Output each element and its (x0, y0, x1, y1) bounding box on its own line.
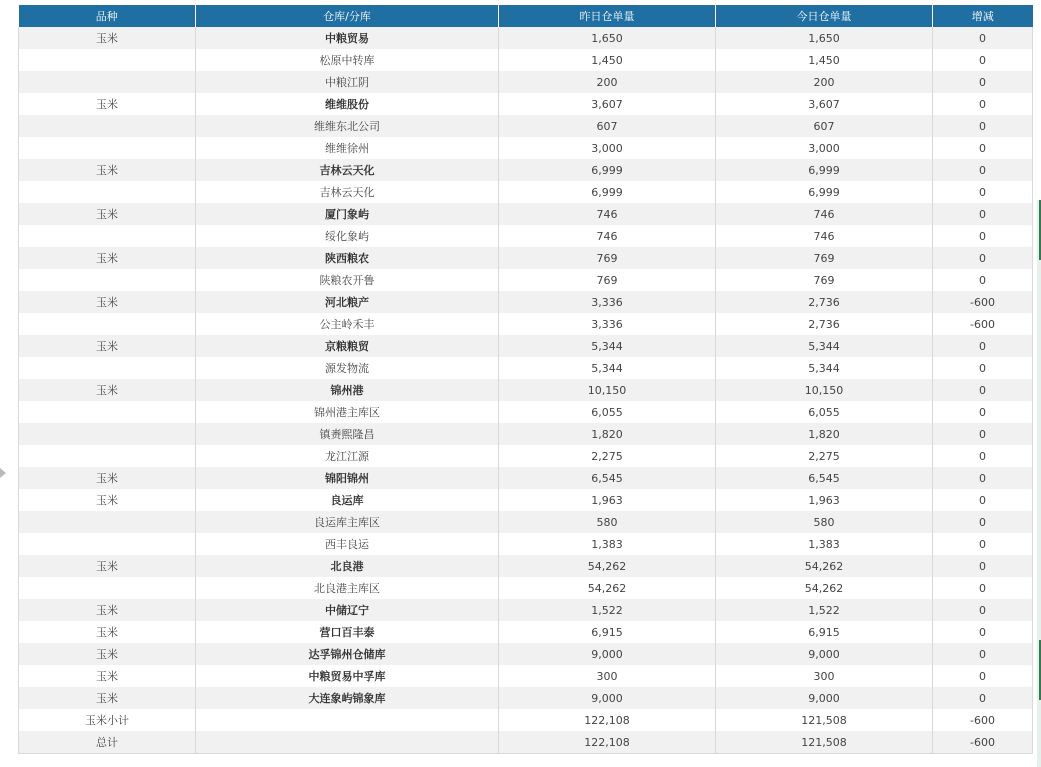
cell-change: 0 (933, 577, 1033, 599)
cell-warehouse: 吉林云天化 (196, 181, 499, 203)
table-row (19, 489, 1033, 511)
cell-warehouse: 维维徐州 (196, 137, 499, 159)
cell-yesterday: 9,000 (499, 643, 716, 665)
cell-variety: 玉米 (19, 555, 196, 577)
cell-warehouse: 中粮贸易中孚库 (196, 665, 499, 687)
cell-warehouse: 厦门象屿 (196, 203, 499, 225)
cell-today: 9,000 (716, 643, 933, 665)
cell-yesterday: 1,383 (499, 533, 716, 555)
cell-yesterday: 746 (499, 225, 716, 247)
table-row (19, 159, 1033, 181)
cell-variety (19, 357, 196, 379)
cell-change: -600 (933, 731, 1033, 754)
expand-arrow-icon[interactable] (0, 468, 6, 478)
cell-today: 6,915 (716, 621, 933, 643)
cell-warehouse: 达孚锦州仓储库 (196, 643, 499, 665)
cell-warehouse: 龙江江源 (196, 445, 499, 467)
cell-variety (19, 533, 196, 555)
cell-warehouse: 营口百丰泰 (196, 621, 499, 643)
cell-yesterday: 769 (499, 269, 716, 291)
cell-variety (19, 269, 196, 291)
cell-variety: 玉米 (19, 643, 196, 665)
cell-change: 0 (933, 27, 1033, 49)
cell-variety: 玉米 (19, 159, 196, 181)
table-row (19, 291, 1033, 313)
cell-variety: 总计 (19, 731, 196, 754)
cell-yesterday: 200 (499, 71, 716, 93)
cell-warehouse: 中粮江阴 (196, 71, 499, 93)
cell-today: 6,545 (716, 467, 933, 489)
header-today: 今日仓单量 (716, 5, 933, 27)
cell-yesterday: 300 (499, 665, 716, 687)
cell-warehouse: 锦州港主库区 (196, 401, 499, 423)
header-change: 增减 (933, 5, 1033, 27)
cell-variety (19, 445, 196, 467)
table-row (19, 555, 1033, 577)
cell-warehouse: 源发物流 (196, 357, 499, 379)
cell-variety (19, 577, 196, 599)
cell-today: 54,262 (716, 577, 933, 599)
cell-yesterday: 2,275 (499, 445, 716, 467)
cell-warehouse: 良运库 (196, 489, 499, 511)
cell-variety: 玉米 (19, 489, 196, 511)
cell-yesterday: 54,262 (499, 555, 716, 577)
cell-today: 5,344 (716, 357, 933, 379)
cell-today: 3,607 (716, 93, 933, 115)
table-row (19, 445, 1033, 467)
cell-change: 0 (933, 533, 1033, 555)
cell-yesterday: 746 (499, 203, 716, 225)
cell-variety: 玉米 (19, 247, 196, 269)
cell-warehouse: 北良港主库区 (196, 577, 499, 599)
cell-yesterday: 607 (499, 115, 716, 137)
cell-variety (19, 511, 196, 533)
cell-yesterday: 769 (499, 247, 716, 269)
cell-warehouse: 维维股份 (196, 93, 499, 115)
cell-today: 746 (716, 225, 933, 247)
cell-yesterday: 6,999 (499, 181, 716, 203)
cell-warehouse: 中储辽宁 (196, 599, 499, 621)
cell-change: 0 (933, 159, 1033, 181)
table-row (19, 357, 1033, 379)
cell-today: 6,999 (716, 181, 933, 203)
cell-today: 121,508 (716, 709, 933, 731)
cell-warehouse: 绥化象屿 (196, 225, 499, 247)
cell-change: 0 (933, 665, 1033, 687)
cell-variety: 玉米 (19, 665, 196, 687)
header-variety: 品种 (19, 5, 196, 27)
cell-warehouse: 镇赉熙隆昌 (196, 423, 499, 445)
cell-warehouse: 吉林云天化 (196, 159, 499, 181)
cell-today: 3,000 (716, 137, 933, 159)
table-row (19, 247, 1033, 269)
table-row (19, 225, 1033, 247)
cell-yesterday: 3,336 (499, 291, 716, 313)
cell-variety (19, 313, 196, 335)
cell-today: 2,736 (716, 291, 933, 313)
cell-today: 10,150 (716, 379, 933, 401)
cell-yesterday: 5,344 (499, 357, 716, 379)
table-row (19, 423, 1033, 445)
table-row (19, 181, 1033, 203)
cell-yesterday: 6,999 (499, 159, 716, 181)
table-row (19, 709, 1033, 731)
table-row (19, 93, 1033, 115)
table-row (19, 137, 1033, 159)
table-header-row (19, 5, 1033, 27)
cell-today: 1,650 (716, 27, 933, 49)
cell-change: 0 (933, 379, 1033, 401)
cell-today: 300 (716, 665, 933, 687)
cell-variety: 玉米小计 (19, 709, 196, 731)
cell-today: 200 (716, 71, 933, 93)
cell-yesterday: 6,915 (499, 621, 716, 643)
cell-variety (19, 49, 196, 71)
cell-change: 0 (933, 335, 1033, 357)
warehouse-receipt-table (18, 5, 1033, 754)
cell-variety (19, 71, 196, 93)
cell-change: 0 (933, 49, 1033, 71)
cell-warehouse (196, 709, 499, 731)
table-row (19, 379, 1033, 401)
table-row (19, 511, 1033, 533)
cell-change: 0 (933, 225, 1033, 247)
table-row (19, 665, 1033, 687)
table-row (19, 27, 1033, 49)
cell-warehouse: 西丰良运 (196, 533, 499, 555)
cell-warehouse: 锦州港 (196, 379, 499, 401)
cell-today: 580 (716, 511, 933, 533)
header-yesterday: 昨日仓单量 (499, 5, 716, 27)
cell-change: 0 (933, 643, 1033, 665)
cell-today: 1,963 (716, 489, 933, 511)
cell-today: 5,344 (716, 335, 933, 357)
header-warehouse: 仓库/分库 (196, 5, 499, 27)
cell-today: 1,820 (716, 423, 933, 445)
cell-yesterday: 54,262 (499, 577, 716, 599)
cell-yesterday: 580 (499, 511, 716, 533)
cell-variety: 玉米 (19, 203, 196, 225)
cell-warehouse: 良运库主库区 (196, 511, 499, 533)
cell-variety: 玉米 (19, 379, 196, 401)
cell-warehouse: 北良港 (196, 555, 499, 577)
cell-change: 0 (933, 115, 1033, 137)
cell-warehouse: 大连象屿锦象库 (196, 687, 499, 709)
cell-change: 0 (933, 269, 1033, 291)
cell-change: 0 (933, 423, 1033, 445)
table-row (19, 203, 1033, 225)
cell-yesterday: 1,522 (499, 599, 716, 621)
cell-today: 6,055 (716, 401, 933, 423)
cell-variety: 玉米 (19, 687, 196, 709)
table-row (19, 731, 1033, 754)
table-row (19, 335, 1033, 357)
cell-change: 0 (933, 71, 1033, 93)
cell-variety (19, 423, 196, 445)
cell-change: 0 (933, 621, 1033, 643)
cell-change: -600 (933, 709, 1033, 731)
cell-today: 2,736 (716, 313, 933, 335)
cell-yesterday: 3,000 (499, 137, 716, 159)
cell-today: 1,383 (716, 533, 933, 555)
table-row (19, 401, 1033, 423)
cell-yesterday: 10,150 (499, 379, 716, 401)
warehouse-receipt-table-container (18, 5, 1032, 754)
cell-change: 0 (933, 445, 1033, 467)
cell-change: 0 (933, 181, 1033, 203)
cell-variety (19, 401, 196, 423)
cell-warehouse: 陕粮农开鲁 (196, 269, 499, 291)
cell-variety: 玉米 (19, 291, 196, 313)
cell-today: 121,508 (716, 731, 933, 754)
cell-change: 0 (933, 599, 1033, 621)
cell-yesterday: 1,650 (499, 27, 716, 49)
cell-today: 607 (716, 115, 933, 137)
cell-variety (19, 115, 196, 137)
right-edge-bar (1037, 0, 1041, 767)
cell-today: 54,262 (716, 555, 933, 577)
cell-today: 6,999 (716, 159, 933, 181)
table-row (19, 687, 1033, 709)
cell-today: 746 (716, 203, 933, 225)
table-row (19, 467, 1033, 489)
cell-yesterday: 3,607 (499, 93, 716, 115)
cell-yesterday: 1,820 (499, 423, 716, 445)
cell-warehouse: 维维东北公司 (196, 115, 499, 137)
cell-change: 0 (933, 401, 1033, 423)
table-row (19, 621, 1033, 643)
cell-today: 1,450 (716, 49, 933, 71)
cell-variety: 玉米 (19, 93, 196, 115)
table-row (19, 577, 1033, 599)
cell-today: 1,522 (716, 599, 933, 621)
cell-change: 0 (933, 93, 1033, 115)
cell-yesterday: 6,545 (499, 467, 716, 489)
cell-warehouse (196, 731, 499, 754)
cell-variety: 玉米 (19, 335, 196, 357)
cell-warehouse: 中粮贸易 (196, 27, 499, 49)
cell-yesterday: 122,108 (499, 731, 716, 754)
cell-warehouse: 陕西粮农 (196, 247, 499, 269)
cell-variety (19, 225, 196, 247)
cell-variety: 玉米 (19, 27, 196, 49)
cell-variety: 玉米 (19, 621, 196, 643)
table-row (19, 599, 1033, 621)
table-row (19, 269, 1033, 291)
cell-variety (19, 181, 196, 203)
cell-variety: 玉米 (19, 467, 196, 489)
cell-yesterday: 3,336 (499, 313, 716, 335)
cell-change: 0 (933, 489, 1033, 511)
cell-change: 0 (933, 687, 1033, 709)
cell-warehouse: 京粮粮贸 (196, 335, 499, 357)
cell-today: 769 (716, 269, 933, 291)
cell-yesterday: 1,963 (499, 489, 716, 511)
cell-variety (19, 137, 196, 159)
cell-change: 0 (933, 511, 1033, 533)
cell-warehouse: 锦阳锦州 (196, 467, 499, 489)
cell-yesterday: 6,055 (499, 401, 716, 423)
table-row (19, 71, 1033, 93)
cell-change: -600 (933, 313, 1033, 335)
cell-yesterday: 9,000 (499, 687, 716, 709)
cell-change: 0 (933, 467, 1033, 489)
cell-today: 769 (716, 247, 933, 269)
table-row (19, 49, 1033, 71)
table-body (19, 27, 1033, 754)
cell-yesterday: 1,450 (499, 49, 716, 71)
table-row (19, 115, 1033, 137)
table-row (19, 313, 1033, 335)
table-row (19, 533, 1033, 555)
cell-change: 0 (933, 137, 1033, 159)
cell-variety: 玉米 (19, 599, 196, 621)
cell-yesterday: 5,344 (499, 335, 716, 357)
cell-today: 9,000 (716, 687, 933, 709)
cell-change: 0 (933, 203, 1033, 225)
cell-today: 2,275 (716, 445, 933, 467)
cell-warehouse: 河北粮产 (196, 291, 499, 313)
table-row (19, 643, 1033, 665)
cell-yesterday: 122,108 (499, 709, 716, 731)
cell-change: 0 (933, 247, 1033, 269)
cell-change: 0 (933, 555, 1033, 577)
cell-change: 0 (933, 357, 1033, 379)
cell-warehouse: 松原中转库 (196, 49, 499, 71)
cell-change: -600 (933, 291, 1033, 313)
cell-warehouse: 公主岭禾丰 (196, 313, 499, 335)
